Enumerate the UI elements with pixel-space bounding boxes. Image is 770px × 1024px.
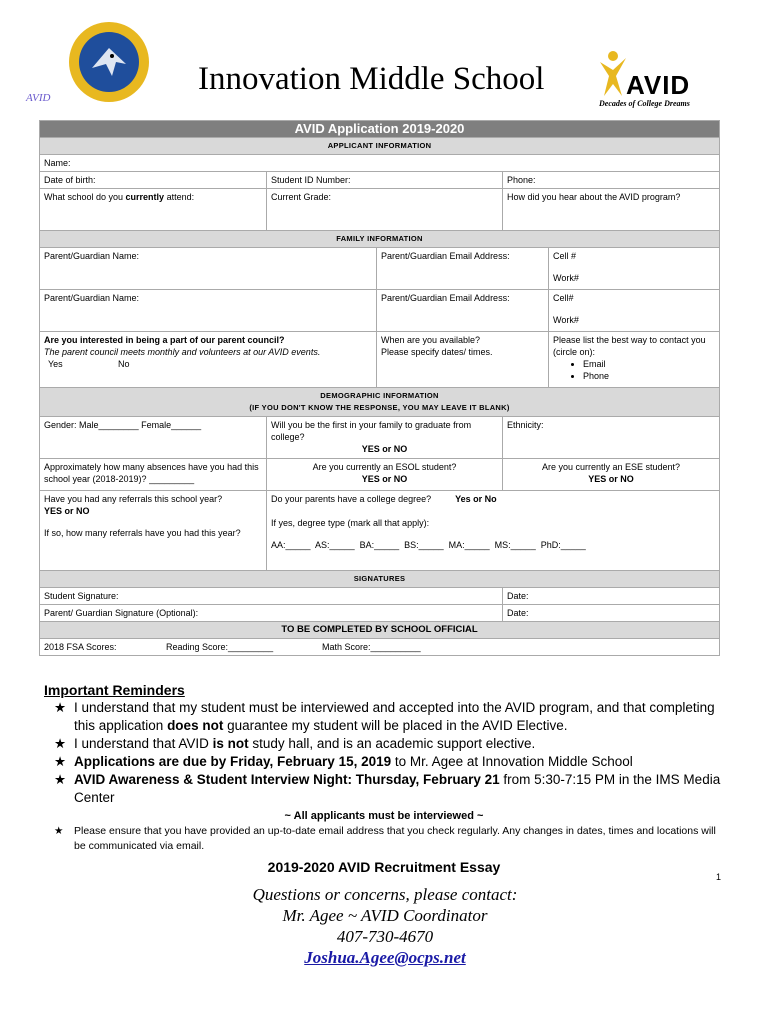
parent2-phone-field[interactable] — [549, 290, 720, 332]
contact-phone: 407-730-4670 — [336, 927, 434, 946]
current-school-label-end: attend: — [164, 192, 195, 202]
gender-field[interactable]: Gender: Male________ Female______ — [40, 417, 267, 459]
school-logo — [62, 20, 156, 116]
student-id-field[interactable]: Student ID Number: — [267, 172, 503, 189]
star-icon: ★ — [54, 754, 67, 769]
section-demographic-info — [40, 388, 720, 417]
parents-degree-question: Do your parents have a college degree? — [271, 494, 432, 504]
availability-label: When are you available? — [381, 335, 481, 345]
first-grad-answer[interactable]: YES or NO — [361, 444, 408, 454]
important-reminders — [44, 682, 724, 876]
name-field[interactable]: Name: — [40, 155, 720, 172]
star-icon: ★ — [54, 736, 67, 751]
email-reminder — [44, 824, 724, 854]
parent2-name-field[interactable]: Parent/Guardian Name: — [40, 290, 377, 332]
contact-email-link[interactable]: Joshua.Agee@ocps.net — [304, 948, 466, 967]
availability-field[interactable] — [377, 332, 549, 388]
form-title: AVID Application 2019-2020 — [40, 121, 720, 138]
ethnicity-field[interactable]: Ethnicity: — [503, 417, 720, 459]
dob-field[interactable]: Date of birth: — [40, 172, 267, 189]
parents-degree-answer[interactable]: Yes or No — [455, 494, 497, 504]
avid-figure-icon — [596, 48, 630, 98]
parent2-email-field[interactable]: Parent/Guardian Email Address: — [377, 290, 549, 332]
avid-logo — [596, 48, 716, 108]
essay-title: 2019-2020 AVID Recruitment Essay — [267, 859, 501, 875]
fsa-scores-row[interactable] — [40, 639, 720, 656]
first-grad-question: Will you be the first in your family to graduate from college? — [271, 420, 472, 442]
contact-option-phone[interactable]: • Phone — [583, 370, 715, 382]
parent-council-note: The parent council meets monthly and volunteers at our AVID events. — [44, 347, 321, 357]
esol-answer[interactable]: YES or NO — [361, 474, 408, 484]
parent2-cell: Cell# — [553, 293, 574, 303]
phone-field[interactable]: Phone: — [503, 172, 720, 189]
section-family-info: FAMILY INFORMATION — [40, 231, 720, 248]
reminder-emphasis: Applications are due by Friday, February 15, 2019 — [74, 754, 392, 769]
interview-required-note: ~ All applicants must be interviewed ~ — [284, 810, 484, 822]
student-signature-field[interactable]: Student Signature: — [40, 588, 503, 605]
referrals-field[interactable] — [40, 491, 267, 571]
ese-answer[interactable]: YES or NO — [588, 474, 634, 484]
reminders-heading: Important Reminders — [44, 682, 185, 698]
esol-field[interactable] — [267, 459, 503, 491]
contact-name: Mr. Agee ~ AVID Coordinator — [282, 906, 488, 925]
current-school-label: What school do you — [44, 192, 126, 202]
parent-council-field[interactable] — [40, 332, 377, 388]
reminder-text: to Mr. Agee at Innovation Middle School — [391, 754, 633, 769]
absences-field[interactable]: Approximately how many absences have you had this school year (2018-2019)? _________ — [40, 459, 267, 491]
parents-degree-field[interactable] — [267, 491, 720, 571]
reminder-text: from 5:30-7:15 PM in the IMS Media Center — [74, 772, 721, 805]
avid-logo-tagline: Decades of College Dreams — [599, 99, 690, 108]
current-grade-field[interactable]: Current Grade: — [267, 189, 503, 231]
parent-signature-field[interactable]: Parent/ Guardian Signature (Optional): — [40, 605, 503, 622]
reminder-item — [44, 771, 724, 807]
first-grad-field[interactable] — [267, 417, 503, 459]
current-school-emphasis: currently — [125, 192, 165, 202]
reminder-text: I understand that my student must be interviewed and accepted into the AVID program, and that completing this application — [74, 700, 715, 733]
star-icon: ★ — [54, 772, 67, 787]
ese-field[interactable] — [503, 459, 720, 491]
contact-line: Questions or concerns, please contact: — [252, 885, 518, 904]
student-signature-date[interactable]: Date: — [503, 588, 720, 605]
section-applicant-info: APPLICANT INFORMATION — [40, 138, 720, 155]
parent1-name-field[interactable]: Parent/Guardian Name: — [40, 248, 377, 290]
contact-method-field[interactable] — [549, 332, 720, 388]
contact-option-email[interactable]: • Email — [583, 358, 715, 370]
hear-about-field[interactable]: How did you hear about the AVID program? — [503, 189, 720, 231]
school-logo-avid: AVID — [26, 92, 51, 104]
referrals-count: If so, how many referrals have you had this year? — [44, 528, 241, 538]
demographic-note: (IF YOU DON'T KNOW THE RESPONSE, YOU MAY LEAVE IT BLANK) — [249, 403, 510, 412]
fsa-scores-label: 2018 FSA Scores: — [44, 642, 117, 652]
parent1-work: Work# — [553, 273, 579, 283]
reminder-item — [44, 735, 724, 753]
contact-method-label: Please list the best way to contact you (circle on): — [553, 335, 706, 357]
availability-note: Please specify dates/ times. — [381, 347, 493, 357]
parent1-cell: Cell # — [553, 251, 577, 261]
reminder-item — [44, 699, 724, 735]
council-yes-option[interactable]: Yes — [48, 359, 63, 369]
math-score-field[interactable]: Math Score:__________ — [322, 642, 421, 652]
star-icon: ★ — [54, 825, 64, 837]
parent1-email-field[interactable]: Parent/Guardian Email Address: — [377, 248, 549, 290]
email-reminder-text: Please ensure that you have provided an up-to-date email address that you check regularly. Any changes in dates, times and locations will be communicated via email. — [74, 825, 716, 852]
star-icon: ★ — [54, 700, 67, 715]
reminder-emphasis: does not — [167, 718, 224, 733]
parent-council-question: Are you interested in being a part of our parent council? — [44, 335, 285, 345]
page-number: 1 — [716, 872, 722, 882]
page-header — [0, 0, 770, 118]
parent1-phone-field[interactable] — [549, 248, 720, 290]
reminder-text: guarantee my student will be placed in the AVID Elective. — [223, 718, 568, 733]
avid-logo-word: AVID — [626, 70, 691, 100]
degree-type-label: If yes, degree type (mark all that apply): — [271, 518, 430, 528]
application-form — [39, 120, 720, 656]
reminder-text: study hall, and is an academic support elective. — [248, 736, 536, 751]
reminder-text: I understand that AVID — [74, 736, 213, 751]
reminder-emphasis: is not — [212, 736, 249, 751]
reminder-item — [44, 753, 724, 771]
council-no-option[interactable]: No — [118, 359, 130, 369]
demographic-title: DEMOGRAPHIC INFORMATION — [320, 391, 439, 400]
reading-score-field[interactable]: Reading Score:_________ — [166, 642, 274, 652]
contact-block — [150, 884, 620, 968]
current-school-field[interactable] — [40, 189, 267, 231]
referrals-question: Have you had any referrals this school year? — [44, 494, 223, 504]
degree-type-list[interactable]: AA:_____ AS:_____ BA:_____ BS:_____ MA:_____ MS:_____ PhD:_____ — [271, 540, 586, 550]
parent2-work: Work# — [553, 315, 579, 325]
section-signatures: SIGNATURES — [40, 571, 720, 588]
school-name: Innovation Middle School — [198, 61, 545, 97]
reminder-emphasis: AVID Awareness & Student Interview Night: Thursday, February 21 — [74, 772, 500, 787]
referrals-answer[interactable]: YES or NO — [44, 506, 90, 516]
school-official-header: TO BE COMPLETED BY SCHOOL OFFICIAL — [40, 622, 720, 639]
ese-question: Are you currently an ESE student? — [541, 462, 681, 472]
parent-signature-date[interactable]: Date: — [503, 605, 720, 622]
esol-question: Are you currently an ESOL student? — [312, 462, 457, 472]
